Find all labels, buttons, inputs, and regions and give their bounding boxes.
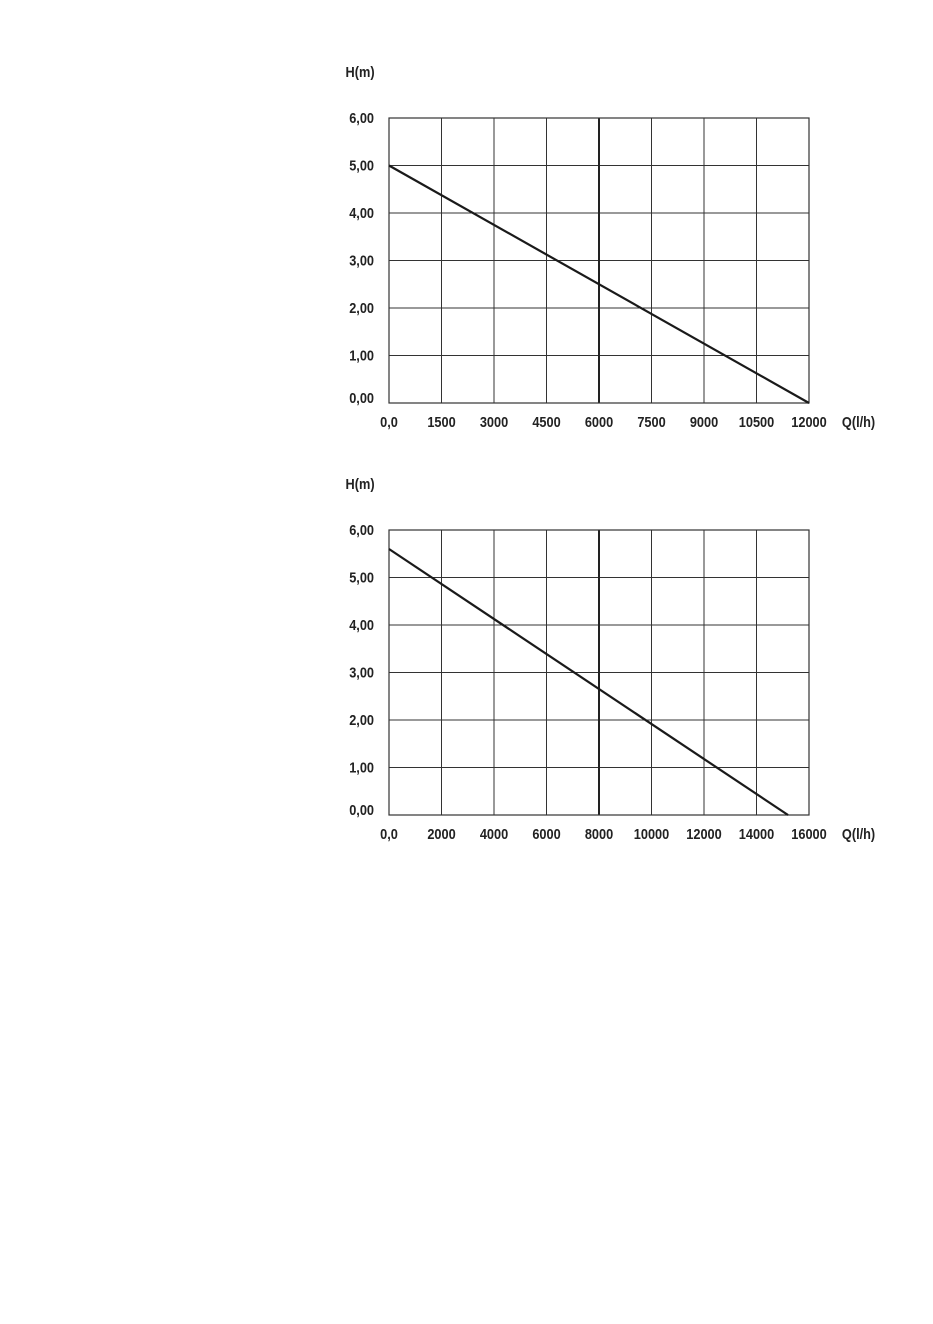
x-tick-label: 7500 bbox=[637, 412, 666, 431]
x-tick-label: 10000 bbox=[633, 824, 670, 843]
y-tick-label: 3,00 bbox=[349, 663, 375, 681]
x-tick-label: 0,0 bbox=[380, 412, 398, 431]
x-tick-label: 9000 bbox=[689, 412, 719, 431]
x-tick-label: 4000 bbox=[479, 824, 509, 843]
x-tick-label: 12000 bbox=[791, 412, 827, 431]
x-tick-label: 14000 bbox=[738, 824, 775, 843]
y-tick-label: 4,00 bbox=[349, 615, 375, 634]
pump-curve-chart-2 bbox=[0, 412, 933, 862]
y-tick-label: 0,00 bbox=[349, 388, 375, 407]
y-tick-label: 3,00 bbox=[349, 251, 375, 269]
x-tick-label: 10500 bbox=[738, 412, 775, 431]
x-tick-label: 16000 bbox=[791, 824, 827, 843]
y-tick-label: 5,00 bbox=[349, 568, 375, 586]
x-tick-label: 3000 bbox=[479, 412, 509, 431]
x-axis-label: Q(l/h) bbox=[841, 824, 876, 843]
x-axis-label: Q(l/h) bbox=[841, 412, 876, 431]
y-tick-label: 0,00 bbox=[349, 800, 375, 819]
x-tick-label: 1500 bbox=[427, 412, 456, 431]
y-tick-label: 6,00 bbox=[349, 520, 375, 539]
x-tick-label: 0,0 bbox=[380, 824, 398, 843]
pump-curve-chart-1 bbox=[0, 0, 933, 450]
series-line bbox=[389, 549, 788, 815]
y-tick-label: 1,00 bbox=[349, 758, 375, 776]
y-tick-label: 2,00 bbox=[349, 710, 375, 729]
y-tick-label: 6,00 bbox=[349, 108, 375, 127]
x-tick-label: 12000 bbox=[686, 824, 722, 843]
y-axis-label: H(m) bbox=[345, 62, 375, 81]
x-tick-label: 6000 bbox=[584, 412, 614, 431]
x-tick-label: 8000 bbox=[584, 824, 614, 843]
y-tick-label: 4,00 bbox=[349, 203, 375, 222]
y-tick-label: 5,00 bbox=[349, 156, 375, 174]
x-tick-label: 4500 bbox=[532, 412, 561, 431]
y-tick-label: 1,00 bbox=[349, 346, 375, 364]
y-axis-label: H(m) bbox=[345, 474, 375, 493]
y-tick-label: 2,00 bbox=[349, 298, 375, 317]
x-tick-label: 2000 bbox=[427, 824, 456, 843]
x-tick-label: 6000 bbox=[532, 824, 561, 843]
